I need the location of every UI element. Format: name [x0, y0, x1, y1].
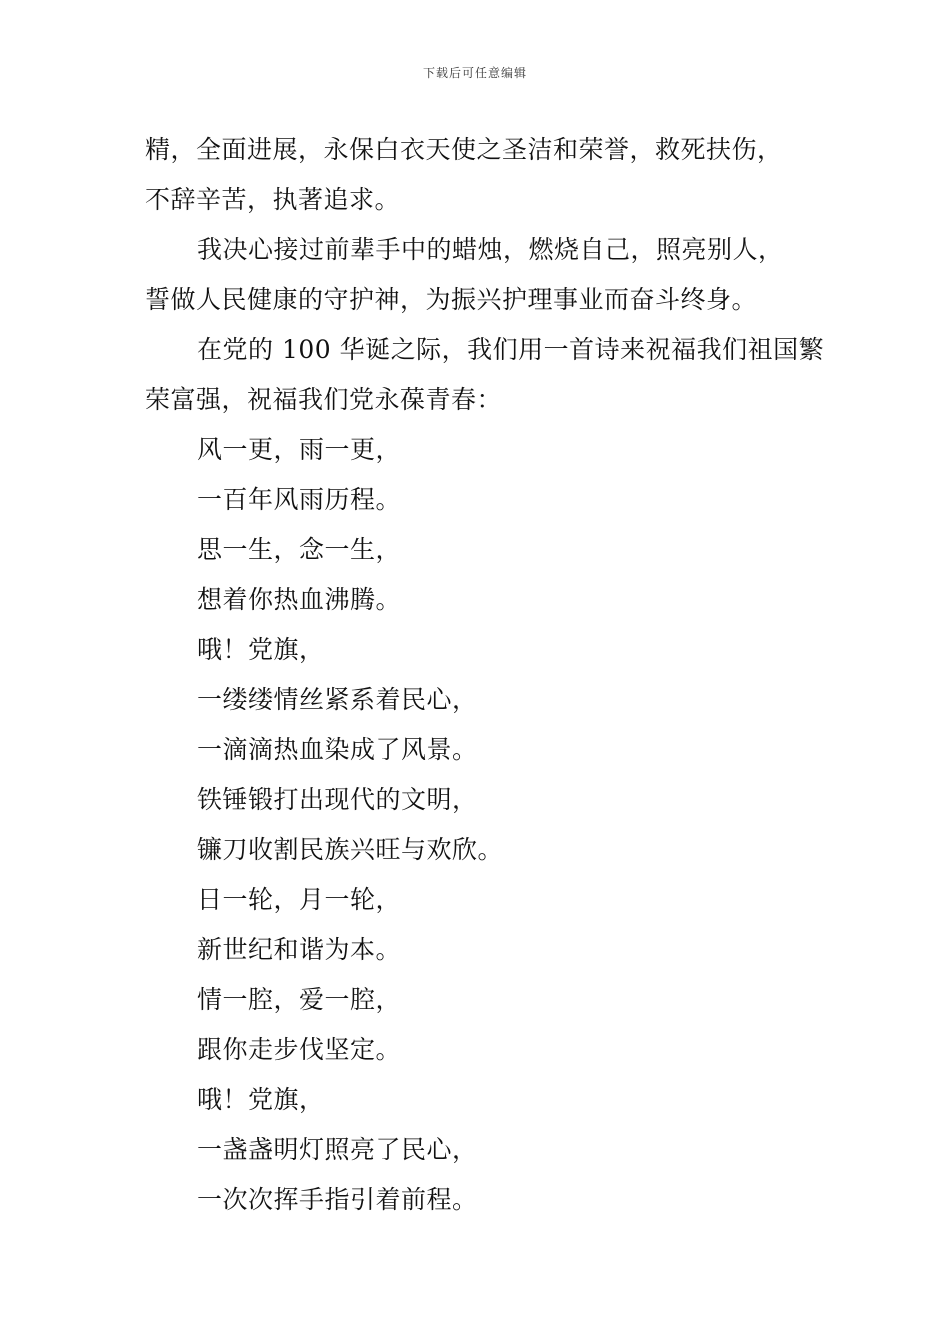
- poem-line: 一次次挥手指引着前程。: [197, 1185, 478, 1214]
- poem-line: 跟你走步伐坚定。: [197, 1035, 402, 1064]
- poem-line: 一盏盏明灯照亮了民心，: [197, 1135, 478, 1164]
- poem-line: 一滴滴热血染成了风景。: [197, 735, 478, 764]
- poem-line: 哦！党旗，: [197, 635, 325, 664]
- text-line: 我决心接过前辈手中的蜡烛，燃烧自己，照亮别人，: [197, 235, 784, 264]
- text-line: 在党的 100 华诞之际，我们用一首诗来祝福我们祖国繁: [197, 335, 825, 364]
- poem: [145, 425, 810, 1225]
- poem-line: 新世纪和谐为本。: [197, 935, 402, 964]
- poem-line: 铁锤锻打出现代的文明，: [197, 785, 478, 814]
- paragraph: [145, 325, 825, 425]
- poem-line: 情一腔，爱一腔，: [197, 985, 402, 1014]
- poem-line: 思一生，念一生，: [197, 535, 402, 564]
- poem-line: 镰刀收割民族兴旺与欢欣。: [197, 835, 504, 864]
- text-line: 精，全面进展，永保白衣天使之圣洁和荣誉，救死扶伤，: [145, 135, 783, 164]
- poem-line: 一缕缕情丝紧系着民心，: [197, 685, 478, 714]
- poem-line: 一百年风雨历程。: [197, 485, 402, 514]
- document-body: [145, 125, 825, 1225]
- poem-line: 哦！党旗，: [197, 1085, 325, 1114]
- poem-line: 想着你热血沸腾。: [197, 585, 402, 614]
- text-line: 不辞辛苦，执著追求。: [145, 185, 401, 214]
- poem-line: 风一更，雨一更，: [197, 435, 402, 464]
- paragraph: [145, 125, 810, 225]
- text-line: 荣富强，祝福我们党永葆青春：: [145, 385, 503, 414]
- poem-line: 日一轮，月一轮，: [197, 885, 402, 914]
- text-line: 誓做人民健康的守护神，为振兴护理事业而奋斗终身。: [145, 285, 758, 314]
- paragraph: [145, 225, 810, 325]
- page-header: 下载后可任意编辑: [422, 66, 527, 80]
